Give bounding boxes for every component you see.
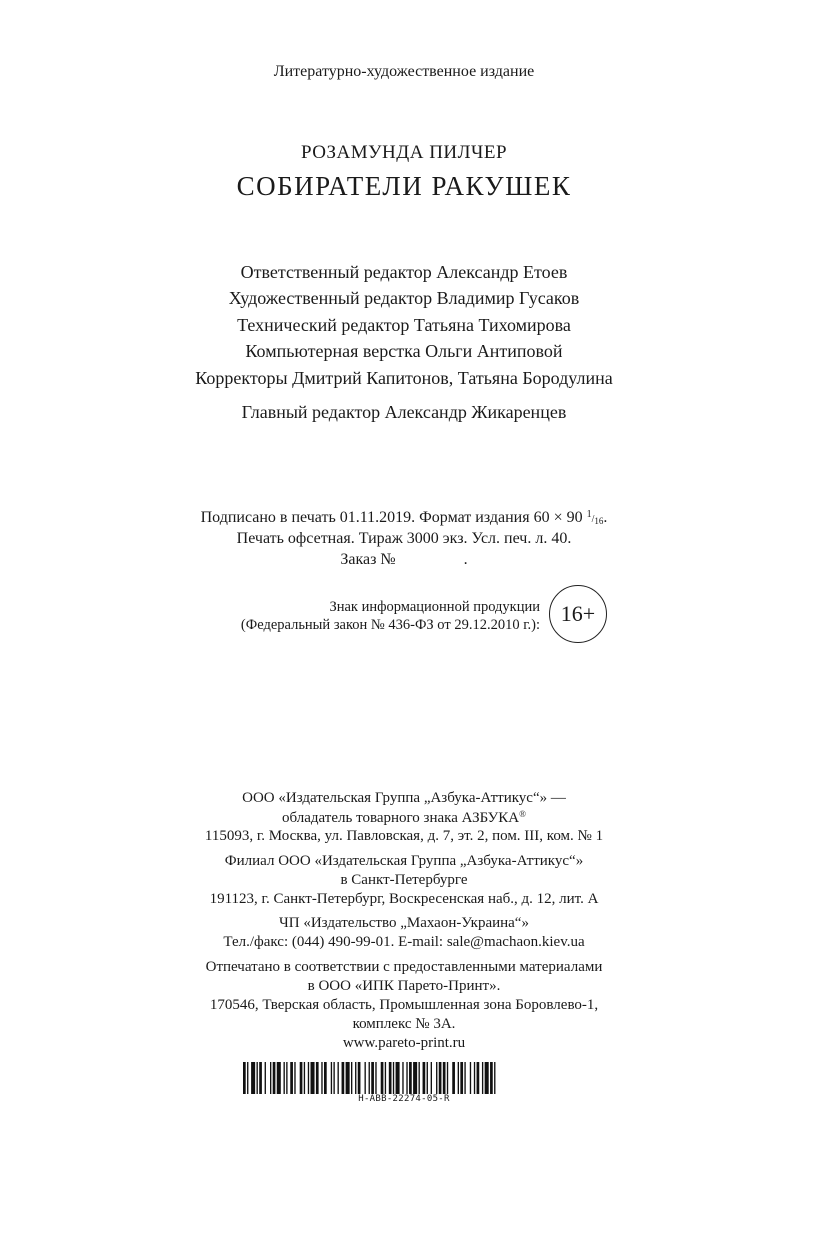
barcode-bar <box>474 1062 475 1094</box>
barcode-bar <box>308 1062 309 1094</box>
format-fraction: $^1/_{16}$ <box>586 509 604 526</box>
barcode-bar <box>331 1062 332 1094</box>
order-label: Заказ № <box>340 551 396 568</box>
imprint-trademark-text: обладатель товарного знака АЗБУКА <box>282 810 520 826</box>
barcode-bar <box>346 1062 350 1094</box>
barcode-bar <box>316 1062 319 1094</box>
barcode-bar <box>443 1062 446 1094</box>
barcode-bar <box>485 1062 489 1094</box>
credit-line: Корректоры Дмитрий Капитонов, Татьяна Бородулина <box>195 368 613 388</box>
barcode-bar <box>284 1062 285 1094</box>
print-format-line <box>0 509 808 527</box>
barcode-bar <box>265 1062 266 1094</box>
barcode-bar <box>324 1062 327 1094</box>
barcode-bar <box>365 1062 366 1094</box>
edition-type: Литературно-художественное издание <box>273 63 535 80</box>
barcode-caption: H-ABB-22274-05-R <box>358 1094 450 1104</box>
barcode-bar <box>321 1062 322 1094</box>
credit-line: Технический редактор Татьяна Тихомирова <box>237 315 571 335</box>
barcode-bar <box>490 1062 493 1094</box>
barcode-bar <box>470 1062 471 1094</box>
imprint-line: Отпечатано в соответствии с предоставленными материалами <box>205 959 603 975</box>
order-line <box>0 551 808 569</box>
barcode-bar <box>257 1062 258 1094</box>
barcode-bar <box>290 1062 293 1094</box>
barcode-bar <box>385 1062 386 1094</box>
print-format-text: Подписано в печать 01.11.2019. Формат издания 60 × 90 <box>200 509 583 526</box>
format-numerator: 1 <box>586 509 592 520</box>
credit-line: Художественный редактор Владимир Гусаков <box>228 288 580 308</box>
order-end: . <box>463 551 468 568</box>
info-sign-label: Знак информационной продукции <box>329 599 540 615</box>
imprint-line <box>0 809 808 827</box>
barcode-bar <box>251 1062 255 1094</box>
barcode-bar <box>333 1062 334 1094</box>
credit-line: Ответственный редактор Александр Етоев <box>240 262 568 282</box>
barcode-bar <box>338 1062 339 1094</box>
barcode-bar <box>393 1062 394 1094</box>
imprint-line: 170546, Тверская область, Промышленная зона Боровлево-1, <box>209 997 599 1013</box>
barcode-bar <box>447 1062 448 1094</box>
imprint-line: 191123, г. Санкт-Петербург, Воскресенская наб., д. 12, лит. А <box>209 891 599 907</box>
barcode-bar <box>381 1062 384 1094</box>
barcode <box>243 1062 570 1094</box>
barcode-bar <box>477 1062 480 1094</box>
barcode-bar <box>460 1062 463 1094</box>
imprint-line: Филиал ООО «Издательская Группа „Азбука-Аттикус“» <box>224 853 584 869</box>
imprint-line: в Санкт-Петербурге <box>340 872 468 888</box>
barcode-bar <box>464 1062 465 1094</box>
barcode-bar <box>243 1062 246 1094</box>
barcode-bar <box>396 1062 400 1094</box>
barcode-bar <box>482 1062 483 1094</box>
imprint-line: Тел./факс: (044) 490-99-01. E-mail: sale@machaon.kiev.ua <box>223 934 585 950</box>
imprint-line: в ООО «ИПК Парето-Принт». <box>307 978 501 994</box>
print-run-line: Печать офсетная. Тираж 3000 экз. Усл. печ. л. 40. <box>236 530 572 547</box>
format-denominator: 16 <box>594 516 604 526</box>
barcode-bar <box>389 1062 392 1094</box>
imprint-line: комплекс № 3А. <box>352 1016 456 1032</box>
imprint-line: www.pareto-print.ru <box>342 1035 466 1051</box>
barcode-bar <box>375 1062 376 1094</box>
book-title: СОБИРАТЕЛИ РАКУШЕК <box>236 171 572 201</box>
barcode-bar <box>294 1062 295 1094</box>
chief-editor-line: Главный редактор Александр Жикаренцев <box>241 402 567 422</box>
credit-line: Компьютерная верстка Ольги Антиповой <box>245 341 563 361</box>
barcode-bar <box>458 1062 459 1094</box>
barcode-bar <box>413 1062 417 1094</box>
info-sign-law: (Федеральный закон № 436-ФЗ от 29.12.2010 г.): <box>240 617 540 633</box>
barcode-bar <box>406 1062 407 1094</box>
barcode-bar <box>247 1062 248 1094</box>
barcode-bar <box>409 1062 412 1094</box>
barcode-bar <box>277 1062 281 1094</box>
barcode-bar <box>304 1062 305 1094</box>
barcode-bar <box>342 1062 345 1094</box>
imprint-line: ООО «Издательская Группа „Азбука-Аттикус“» — <box>242 790 566 806</box>
barcode-bar <box>452 1062 455 1094</box>
barcode-bar <box>369 1062 370 1094</box>
barcode-bar <box>431 1062 432 1094</box>
barcode-bar <box>286 1062 287 1094</box>
author-name: РОЗАМУНДА ПИЛЧЕР <box>300 142 508 163</box>
barcode-bar <box>402 1062 403 1094</box>
barcode-bar <box>494 1062 495 1094</box>
barcode-bar <box>423 1062 426 1094</box>
barcode-bar <box>436 1062 437 1094</box>
barcode-bar <box>355 1062 356 1094</box>
barcode-bar <box>273 1062 276 1094</box>
barcode-bar <box>439 1062 442 1094</box>
barcode-bar <box>351 1062 352 1094</box>
barcode-bar <box>358 1062 361 1094</box>
barcode-bar <box>300 1062 303 1094</box>
age-rating-badge: 16+ <box>549 585 607 643</box>
barcode-bar <box>259 1062 262 1094</box>
registered-mark: ® <box>519 809 526 819</box>
imprint-line: ЧП «Издательство „Махаон-Украина“» <box>279 915 529 931</box>
barcode-bar <box>270 1062 271 1094</box>
barcode-bar <box>427 1062 428 1094</box>
print-format-end: . <box>603 509 608 526</box>
barcode-bar <box>311 1062 315 1094</box>
barcode-bar <box>371 1062 374 1094</box>
imprint-line: 115093, г. Москва, ул. Павловская, д. 7, эт. 2, пом. III, ком. № 1 <box>204 828 604 844</box>
barcode-bar <box>419 1062 420 1094</box>
